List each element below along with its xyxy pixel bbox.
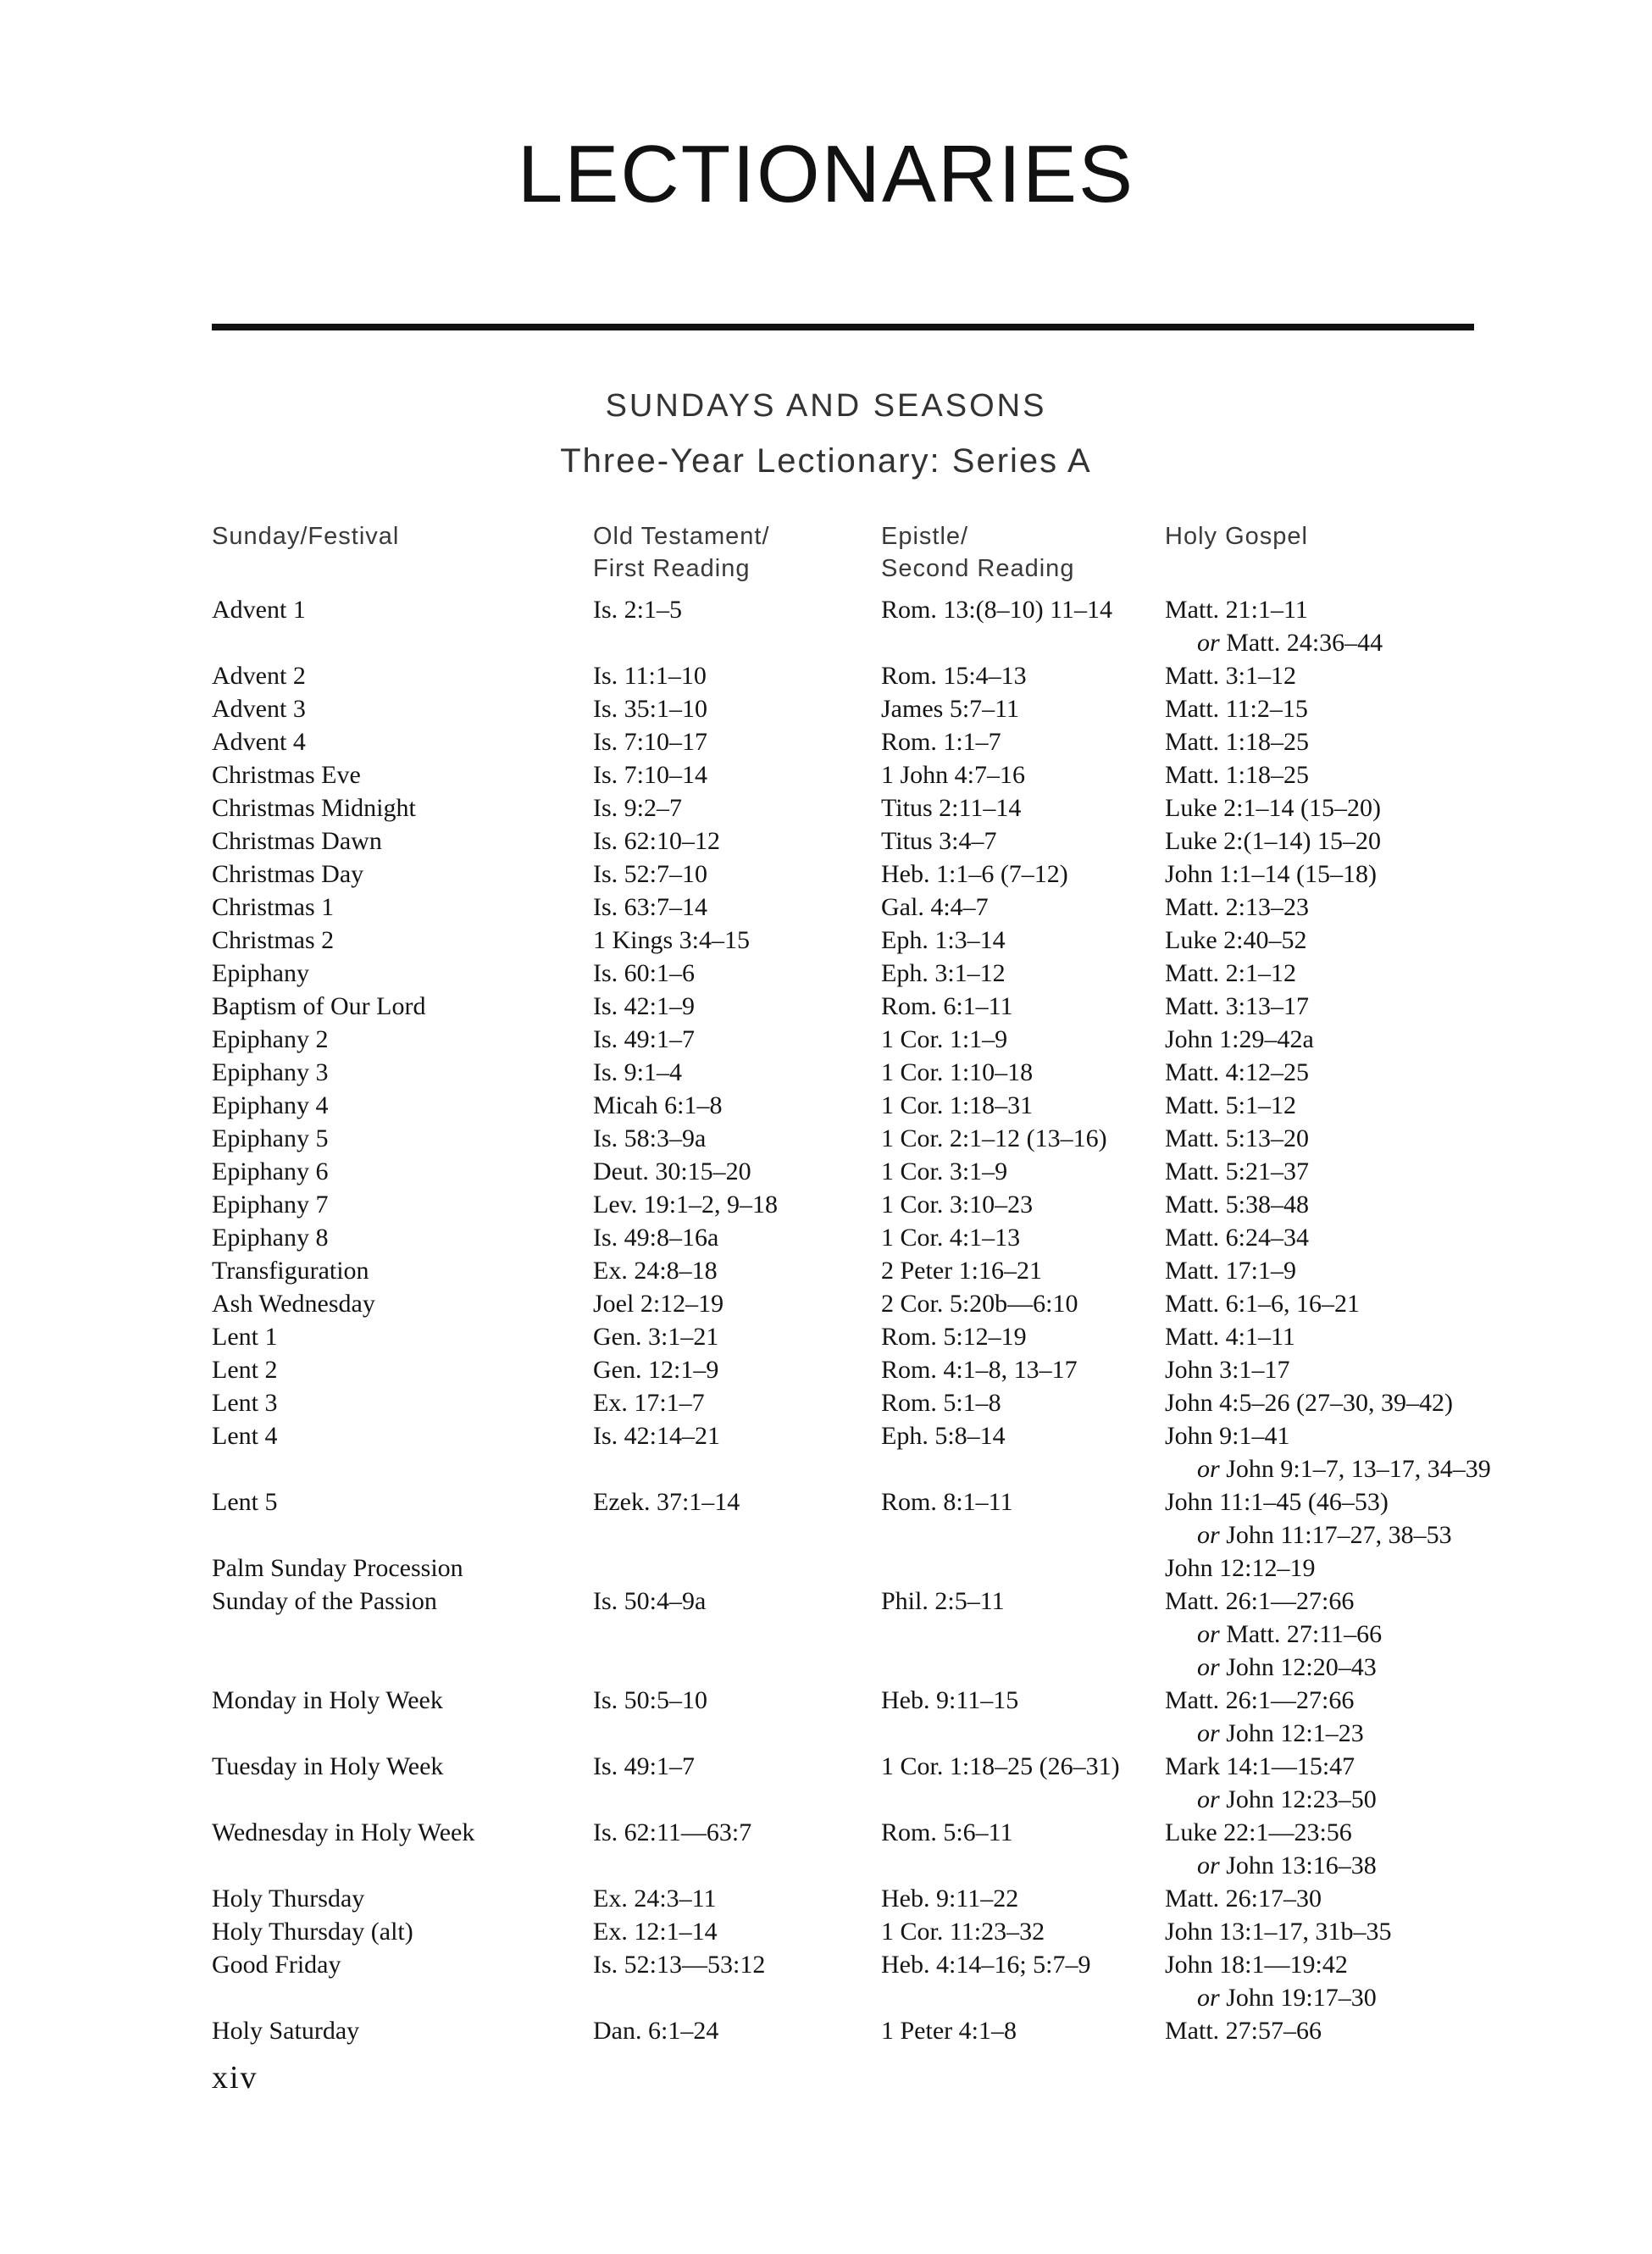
gospel-reading: Matt. 11:2–15 bbox=[1165, 695, 1308, 723]
old-testament-cell: Is. 63:7–14 bbox=[593, 893, 707, 921]
gospel-alternate-reading: John 9:1–7, 13–17, 34–39 bbox=[1226, 1455, 1491, 1483]
old-testament-cell: Gen. 3:1–21 bbox=[593, 1323, 719, 1351]
or-marker: or bbox=[1197, 1653, 1220, 1681]
holy-gospel-cell bbox=[1165, 1915, 1392, 1948]
epistle-cell: Rom. 5:12–19 bbox=[881, 1323, 1027, 1351]
epistle-cell: 1 Cor. 2:1–12 (13–16) bbox=[881, 1124, 1107, 1152]
sunday-festival-cell: Advent 2 bbox=[212, 662, 306, 690]
epistle-cell: Rom. 4:1–8, 13–17 bbox=[881, 1356, 1078, 1384]
epistle-cell: Heb. 1:1–6 (7–12) bbox=[881, 860, 1068, 888]
table-row bbox=[0, 1585, 1652, 1684]
old-testament-cell: Is. 49:1–7 bbox=[593, 1025, 695, 1053]
gospel-alternate bbox=[1165, 1518, 1452, 1552]
sunday-festival-cell: Advent 4 bbox=[212, 728, 306, 756]
section-title: SUNDAYS AND SEASONS bbox=[605, 388, 1047, 424]
gospel-alternate bbox=[1165, 1717, 1364, 1750]
sunday-festival-cell: Lent 2 bbox=[212, 1356, 278, 1384]
gospel-alternate bbox=[1165, 626, 1383, 659]
old-testament-cell: Is. 60:1–6 bbox=[593, 959, 695, 987]
gospel-reading: John 11:1–45 (46–53) bbox=[1165, 1488, 1389, 1516]
holy-gospel-cell bbox=[1165, 1221, 1309, 1254]
sunday-festival-cell: Epiphany 2 bbox=[212, 1025, 329, 1053]
sunday-festival-cell: Sunday of the Passion bbox=[212, 1587, 437, 1615]
page-title: LECTIONARIES bbox=[517, 129, 1135, 219]
gospel-reading: Matt. 1:18–25 bbox=[1165, 728, 1309, 756]
table-row bbox=[0, 1122, 1652, 1155]
gospel-reading: John 1:1–14 (15–18) bbox=[1165, 860, 1377, 888]
gospel-reading: Matt. 5:13–20 bbox=[1165, 1124, 1309, 1152]
table-row bbox=[0, 1023, 1652, 1056]
table-row bbox=[0, 1287, 1652, 1320]
gospel-reading: Matt. 5:38–48 bbox=[1165, 1191, 1309, 1219]
table-row bbox=[0, 2014, 1652, 2047]
gospel-alternate bbox=[1165, 1651, 1382, 1684]
old-testament-cell: Is. 7:10–14 bbox=[593, 761, 707, 789]
gospel-reading: John 13:1–17, 31b–35 bbox=[1165, 1918, 1392, 1946]
gospel-reading: Matt. 6:1–6, 16–21 bbox=[1165, 1290, 1360, 1318]
old-testament-cell: Is. 7:10–17 bbox=[593, 728, 707, 756]
gospel-reading: John 3:1–17 bbox=[1165, 1356, 1290, 1384]
gospel-reading: John 1:29–42a bbox=[1165, 1025, 1314, 1053]
table-row bbox=[0, 1353, 1652, 1386]
epistle-cell: Heb. 9:11–15 bbox=[881, 1686, 1019, 1714]
sunday-festival-cell: Christmas Eve bbox=[212, 761, 361, 789]
table-row bbox=[0, 891, 1652, 924]
sunday-festival-cell: Monday in Holy Week bbox=[212, 1686, 443, 1714]
holy-gospel-cell bbox=[1165, 1056, 1309, 1089]
holy-gospel-cell bbox=[1165, 1585, 1382, 1684]
table-row bbox=[0, 1221, 1652, 1254]
old-testament-cell: Lev. 19:1–2, 9–18 bbox=[593, 1191, 779, 1219]
old-testament-cell: Dan. 6:1–24 bbox=[593, 2017, 719, 2045]
table-row bbox=[0, 1188, 1652, 1221]
holy-gospel-cell bbox=[1165, 659, 1296, 692]
sunday-festival-cell: Lent 4 bbox=[212, 1422, 278, 1450]
table-row bbox=[0, 725, 1652, 758]
old-testament-cell: Ex. 24:8–18 bbox=[593, 1257, 718, 1285]
gospel-alternate-reading: John 19:17–30 bbox=[1226, 1984, 1377, 2012]
sunday-festival-cell: Lent 1 bbox=[212, 1323, 278, 1351]
gospel-reading: Mark 14:1—15:47 bbox=[1165, 1752, 1355, 1780]
epistle-cell: Rom. 8:1–11 bbox=[881, 1488, 1013, 1516]
sunday-festival-cell: Epiphany 7 bbox=[212, 1191, 329, 1219]
old-testament-cell: Is. 49:8–16a bbox=[593, 1224, 719, 1252]
sunday-festival-cell: Tuesday in Holy Week bbox=[212, 1752, 444, 1780]
table-row bbox=[0, 659, 1652, 692]
epistle-cell: 1 Peter 4:1–8 bbox=[881, 2017, 1017, 2045]
table-row bbox=[0, 791, 1652, 824]
epistle-cell: Gal. 4:4–7 bbox=[881, 893, 989, 921]
holy-gospel-cell bbox=[1165, 692, 1308, 725]
table-row bbox=[0, 1056, 1652, 1089]
table-row bbox=[0, 1750, 1652, 1816]
sunday-festival-cell: Epiphany 6 bbox=[212, 1158, 329, 1185]
sunday-festival-cell: Christmas Dawn bbox=[212, 827, 382, 855]
gospel-reading: John 12:12–19 bbox=[1165, 1554, 1316, 1582]
epistle-cell: Titus 2:11–14 bbox=[881, 794, 1022, 822]
holy-gospel-cell bbox=[1165, 1089, 1296, 1122]
gospel-reading: Matt. 1:18–25 bbox=[1165, 761, 1309, 789]
gospel-reading: John 4:5–26 (27–30, 39–42) bbox=[1165, 1389, 1453, 1417]
or-marker: or bbox=[1197, 1719, 1220, 1747]
epistle-cell: Rom. 5:1–8 bbox=[881, 1389, 1001, 1417]
epistle-cell: 1 Cor. 4:1–13 bbox=[881, 1224, 1021, 1252]
gospel-alternate bbox=[1165, 1618, 1382, 1651]
holy-gospel-cell bbox=[1165, 1122, 1309, 1155]
sunday-festival-cell: Epiphany bbox=[212, 959, 309, 987]
gospel-reading: Matt. 17:1–9 bbox=[1165, 1257, 1296, 1285]
section-subtitle: Three-Year Lectionary: Series A bbox=[560, 442, 1092, 480]
gospel-alternate-reading: Matt. 24:36–44 bbox=[1226, 629, 1383, 657]
table-row bbox=[0, 1485, 1652, 1552]
sunday-festival-cell: Epiphany 8 bbox=[212, 1224, 329, 1252]
epistle-cell: Heb. 9:11–22 bbox=[881, 1885, 1019, 1913]
header-sunday-festival: Sunday/Festival bbox=[212, 523, 400, 550]
sunday-festival-cell: Epiphany 4 bbox=[212, 1091, 329, 1119]
holy-gospel-cell bbox=[1165, 1254, 1296, 1287]
holy-gospel-cell bbox=[1165, 1552, 1316, 1585]
or-marker: or bbox=[1197, 629, 1220, 657]
holy-gospel-cell bbox=[1165, 824, 1381, 858]
table-row bbox=[0, 593, 1652, 659]
old-testament-cell: Is. 62:10–12 bbox=[593, 827, 720, 855]
or-marker: or bbox=[1197, 1984, 1220, 2012]
holy-gospel-cell bbox=[1165, 891, 1309, 924]
holy-gospel-cell bbox=[1165, 2014, 1322, 2047]
holy-gospel-cell bbox=[1165, 1287, 1360, 1320]
old-testament-cell: 1 Kings 3:4–15 bbox=[593, 926, 751, 954]
lectionary-table bbox=[0, 593, 1652, 2047]
epistle-cell: 1 Cor. 11:23–32 bbox=[881, 1918, 1045, 1946]
old-testament-cell: Is. 11:1–10 bbox=[593, 662, 707, 690]
epistle-cell: Rom. 1:1–7 bbox=[881, 728, 1001, 756]
holy-gospel-cell bbox=[1165, 758, 1309, 791]
page-number: xiv bbox=[212, 2060, 258, 2096]
sunday-festival-cell: Holy Thursday bbox=[212, 1885, 365, 1913]
table-row bbox=[0, 1320, 1652, 1353]
holy-gospel-cell bbox=[1165, 1948, 1377, 2014]
table-row bbox=[0, 1948, 1652, 2014]
epistle-cell: 1 John 4:7–16 bbox=[881, 761, 1026, 789]
gospel-alternate bbox=[1165, 1783, 1377, 1816]
gospel-alternate bbox=[1165, 1452, 1491, 1485]
table-row bbox=[0, 1254, 1652, 1287]
gospel-reading: John 18:1—19:42 bbox=[1165, 1951, 1348, 1979]
epistle-cell: 1 Cor. 1:18–31 bbox=[881, 1091, 1034, 1119]
epistle-cell: 1 Cor. 1:10–18 bbox=[881, 1058, 1034, 1086]
or-marker: or bbox=[1197, 1455, 1220, 1483]
gospel-reading: Luke 2:1–14 (15–20) bbox=[1165, 794, 1381, 822]
holy-gospel-cell bbox=[1165, 1155, 1309, 1188]
epistle-cell: Heb. 4:14–16; 5:7–9 bbox=[881, 1951, 1091, 1979]
gospel-reading: Matt. 21:1–11 bbox=[1165, 596, 1308, 624]
epistle-cell: 1 Cor. 3:10–23 bbox=[881, 1191, 1034, 1219]
table-row bbox=[0, 1155, 1652, 1188]
epistle-cell: Eph. 5:8–14 bbox=[881, 1422, 1006, 1450]
holy-gospel-cell bbox=[1165, 791, 1381, 824]
old-testament-cell: Is. 62:11—63:7 bbox=[593, 1818, 752, 1846]
gospel-alternate bbox=[1165, 1981, 1377, 2014]
holy-gospel-cell bbox=[1165, 1320, 1295, 1353]
holy-gospel-cell bbox=[1165, 593, 1383, 659]
holy-gospel-cell bbox=[1165, 957, 1296, 990]
holy-gospel-cell bbox=[1165, 1750, 1377, 1816]
holy-gospel-cell bbox=[1165, 1816, 1377, 1882]
or-marker: or bbox=[1197, 1785, 1220, 1813]
old-testament-cell: Is. 52:7–10 bbox=[593, 860, 707, 888]
gospel-alternate-reading: John 12:1–23 bbox=[1226, 1719, 1364, 1747]
table-row bbox=[0, 1816, 1652, 1882]
gospel-reading: Matt. 5:21–37 bbox=[1165, 1158, 1309, 1185]
old-testament-cell: Ex. 12:1–14 bbox=[593, 1918, 718, 1946]
old-testament-cell: Is. 58:3–9a bbox=[593, 1124, 707, 1152]
epistle-cell: Eph. 3:1–12 bbox=[881, 959, 1006, 987]
gospel-reading: Matt. 3:13–17 bbox=[1165, 992, 1309, 1020]
sunday-festival-cell: Lent 5 bbox=[212, 1488, 278, 1516]
holy-gospel-cell bbox=[1165, 1353, 1290, 1386]
epistle-cell: Phil. 2:5–11 bbox=[881, 1587, 1005, 1615]
gospel-reading: John 9:1–41 bbox=[1165, 1422, 1290, 1450]
gospel-reading: Matt. 27:57–66 bbox=[1165, 2017, 1322, 2045]
epistle-cell: 2 Peter 1:16–21 bbox=[881, 1257, 1042, 1285]
old-testament-cell: Ex. 17:1–7 bbox=[593, 1389, 705, 1417]
old-testament-cell: Deut. 30:15–20 bbox=[593, 1158, 751, 1185]
holy-gospel-cell bbox=[1165, 1386, 1453, 1419]
epistle-cell: James 5:7–11 bbox=[881, 695, 1020, 723]
holy-gospel-cell bbox=[1165, 1188, 1309, 1221]
sunday-festival-cell: Advent 1 bbox=[212, 596, 306, 624]
holy-gospel-cell bbox=[1165, 1684, 1364, 1750]
sunday-festival-cell: Christmas Day bbox=[212, 860, 364, 888]
header-old-testament: Old Testament/ First Reading bbox=[593, 523, 770, 582]
old-testament-cell: Is. 9:1–4 bbox=[593, 1058, 682, 1086]
gospel-reading: Luke 2:40–52 bbox=[1165, 926, 1307, 954]
or-marker: or bbox=[1197, 1620, 1220, 1648]
epistle-cell: 1 Cor. 3:1–9 bbox=[881, 1158, 1008, 1185]
table-row bbox=[0, 758, 1652, 791]
holy-gospel-cell bbox=[1165, 990, 1309, 1023]
sunday-festival-cell: Holy Thursday (alt) bbox=[212, 1918, 413, 1946]
gospel-reading: Matt. 2:1–12 bbox=[1165, 959, 1296, 987]
sunday-festival-cell: Wednesday in Holy Week bbox=[212, 1818, 475, 1846]
table-row bbox=[0, 692, 1652, 725]
old-testament-cell: Is. 52:13—53:12 bbox=[593, 1951, 766, 1979]
holy-gospel-cell bbox=[1165, 1882, 1322, 1915]
epistle-cell: Rom. 5:6–11 bbox=[881, 1818, 1013, 1846]
gospel-alternate-reading: John 11:17–27, 38–53 bbox=[1226, 1521, 1452, 1549]
table-row bbox=[0, 990, 1652, 1023]
gospel-alternate bbox=[1165, 1849, 1377, 1882]
old-testament-cell: Joel 2:12–19 bbox=[593, 1290, 724, 1318]
old-testament-cell: Is. 49:1–7 bbox=[593, 1752, 695, 1780]
old-testament-cell: Is. 35:1–10 bbox=[593, 695, 707, 723]
epistle-cell: Rom. 15:4–13 bbox=[881, 662, 1027, 690]
gospel-alternate-reading: Matt. 27:11–66 bbox=[1226, 1620, 1383, 1648]
old-testament-cell: Ex. 24:3–11 bbox=[593, 1885, 717, 1913]
sunday-festival-cell: Transfiguration bbox=[212, 1257, 369, 1285]
holy-gospel-cell bbox=[1165, 1419, 1491, 1485]
holy-gospel-cell bbox=[1165, 725, 1309, 758]
old-testament-cell: Is. 50:4–9a bbox=[593, 1587, 707, 1615]
old-testament-cell: Is. 50:5–10 bbox=[593, 1686, 707, 1714]
sunday-festival-cell: Epiphany 3 bbox=[212, 1058, 329, 1086]
title-rule bbox=[212, 324, 1474, 330]
gospel-alternate-reading: John 12:23–50 bbox=[1226, 1785, 1377, 1813]
sunday-festival-cell: Holy Saturday bbox=[212, 2017, 360, 2045]
table-row bbox=[0, 1882, 1652, 1915]
old-testament-cell: Is. 2:1–5 bbox=[593, 596, 682, 624]
epistle-cell: Titus 3:4–7 bbox=[881, 827, 997, 855]
sunday-festival-cell: Ash Wednesday bbox=[212, 1290, 375, 1318]
epistle-cell: Eph. 1:3–14 bbox=[881, 926, 1006, 954]
old-testament-cell: Is. 42:1–9 bbox=[593, 992, 695, 1020]
table-row bbox=[0, 1419, 1652, 1485]
gospel-alternate-reading: John 12:20–43 bbox=[1226, 1653, 1377, 1681]
gospel-reading: Matt. 26:1—27:66 bbox=[1165, 1587, 1355, 1615]
gospel-reading: Matt. 6:24–34 bbox=[1165, 1224, 1309, 1252]
gospel-reading: Matt. 2:13–23 bbox=[1165, 893, 1309, 921]
epistle-cell: Rom. 13:(8–10) 11–14 bbox=[881, 596, 1113, 624]
table-row bbox=[0, 858, 1652, 891]
gospel-reading: Matt. 5:1–12 bbox=[1165, 1091, 1296, 1119]
table-row bbox=[0, 1386, 1652, 1419]
sunday-festival-cell: Epiphany 5 bbox=[212, 1124, 329, 1152]
table-row bbox=[0, 957, 1652, 990]
holy-gospel-cell bbox=[1165, 858, 1377, 891]
table-row bbox=[0, 824, 1652, 858]
sunday-festival-cell: Good Friday bbox=[212, 1951, 341, 1979]
sunday-festival-cell: Palm Sunday Procession bbox=[212, 1554, 463, 1582]
holy-gospel-cell bbox=[1165, 924, 1306, 957]
gospel-reading: Matt. 4:12–25 bbox=[1165, 1058, 1309, 1086]
sunday-festival-cell: Christmas 2 bbox=[212, 926, 335, 954]
sunday-festival-cell: Baptism of Our Lord bbox=[212, 992, 426, 1020]
gospel-reading: Luke 22:1—23:56 bbox=[1165, 1818, 1352, 1846]
gospel-reading: Matt. 4:1–11 bbox=[1165, 1323, 1295, 1351]
old-testament-cell: Gen. 12:1–9 bbox=[593, 1356, 719, 1384]
old-testament-cell: Is. 42:14–21 bbox=[593, 1422, 720, 1450]
sunday-festival-cell: Lent 3 bbox=[212, 1389, 278, 1417]
sunday-festival-cell: Christmas 1 bbox=[212, 893, 335, 921]
gospel-alternate-reading: John 13:16–38 bbox=[1226, 1852, 1377, 1879]
gospel-reading: Matt. 26:17–30 bbox=[1165, 1885, 1322, 1913]
table-row bbox=[0, 1684, 1652, 1750]
header-holy-gospel: Holy Gospel bbox=[1165, 523, 1308, 550]
sunday-festival-cell: Christmas Midnight bbox=[212, 794, 416, 822]
table-row bbox=[0, 1552, 1652, 1585]
or-marker: or bbox=[1197, 1852, 1220, 1879]
sunday-festival-cell: Advent 3 bbox=[212, 695, 306, 723]
epistle-cell: Rom. 6:1–11 bbox=[881, 992, 1013, 1020]
gospel-reading: Luke 2:(1–14) 15–20 bbox=[1165, 827, 1381, 855]
holy-gospel-cell bbox=[1165, 1485, 1452, 1552]
holy-gospel-cell bbox=[1165, 1023, 1314, 1056]
old-testament-cell: Ezek. 37:1–14 bbox=[593, 1488, 740, 1516]
table-row bbox=[0, 1915, 1652, 1948]
table-row bbox=[0, 1089, 1652, 1122]
epistle-cell: 1 Cor. 1:18–25 (26–31) bbox=[881, 1752, 1120, 1780]
old-testament-cell: Is. 9:2–7 bbox=[593, 794, 682, 822]
header-epistle: Epistle/ Second Reading bbox=[881, 523, 1075, 582]
epistle-cell: 2 Cor. 5:20b—6:10 bbox=[881, 1290, 1078, 1318]
gospel-reading: Matt. 26:1—27:66 bbox=[1165, 1686, 1355, 1714]
gospel-reading: Matt. 3:1–12 bbox=[1165, 662, 1296, 690]
or-marker: or bbox=[1197, 1521, 1220, 1549]
epistle-cell: 1 Cor. 1:1–9 bbox=[881, 1025, 1008, 1053]
table-row bbox=[0, 924, 1652, 957]
old-testament-cell: Micah 6:1–8 bbox=[593, 1091, 723, 1119]
